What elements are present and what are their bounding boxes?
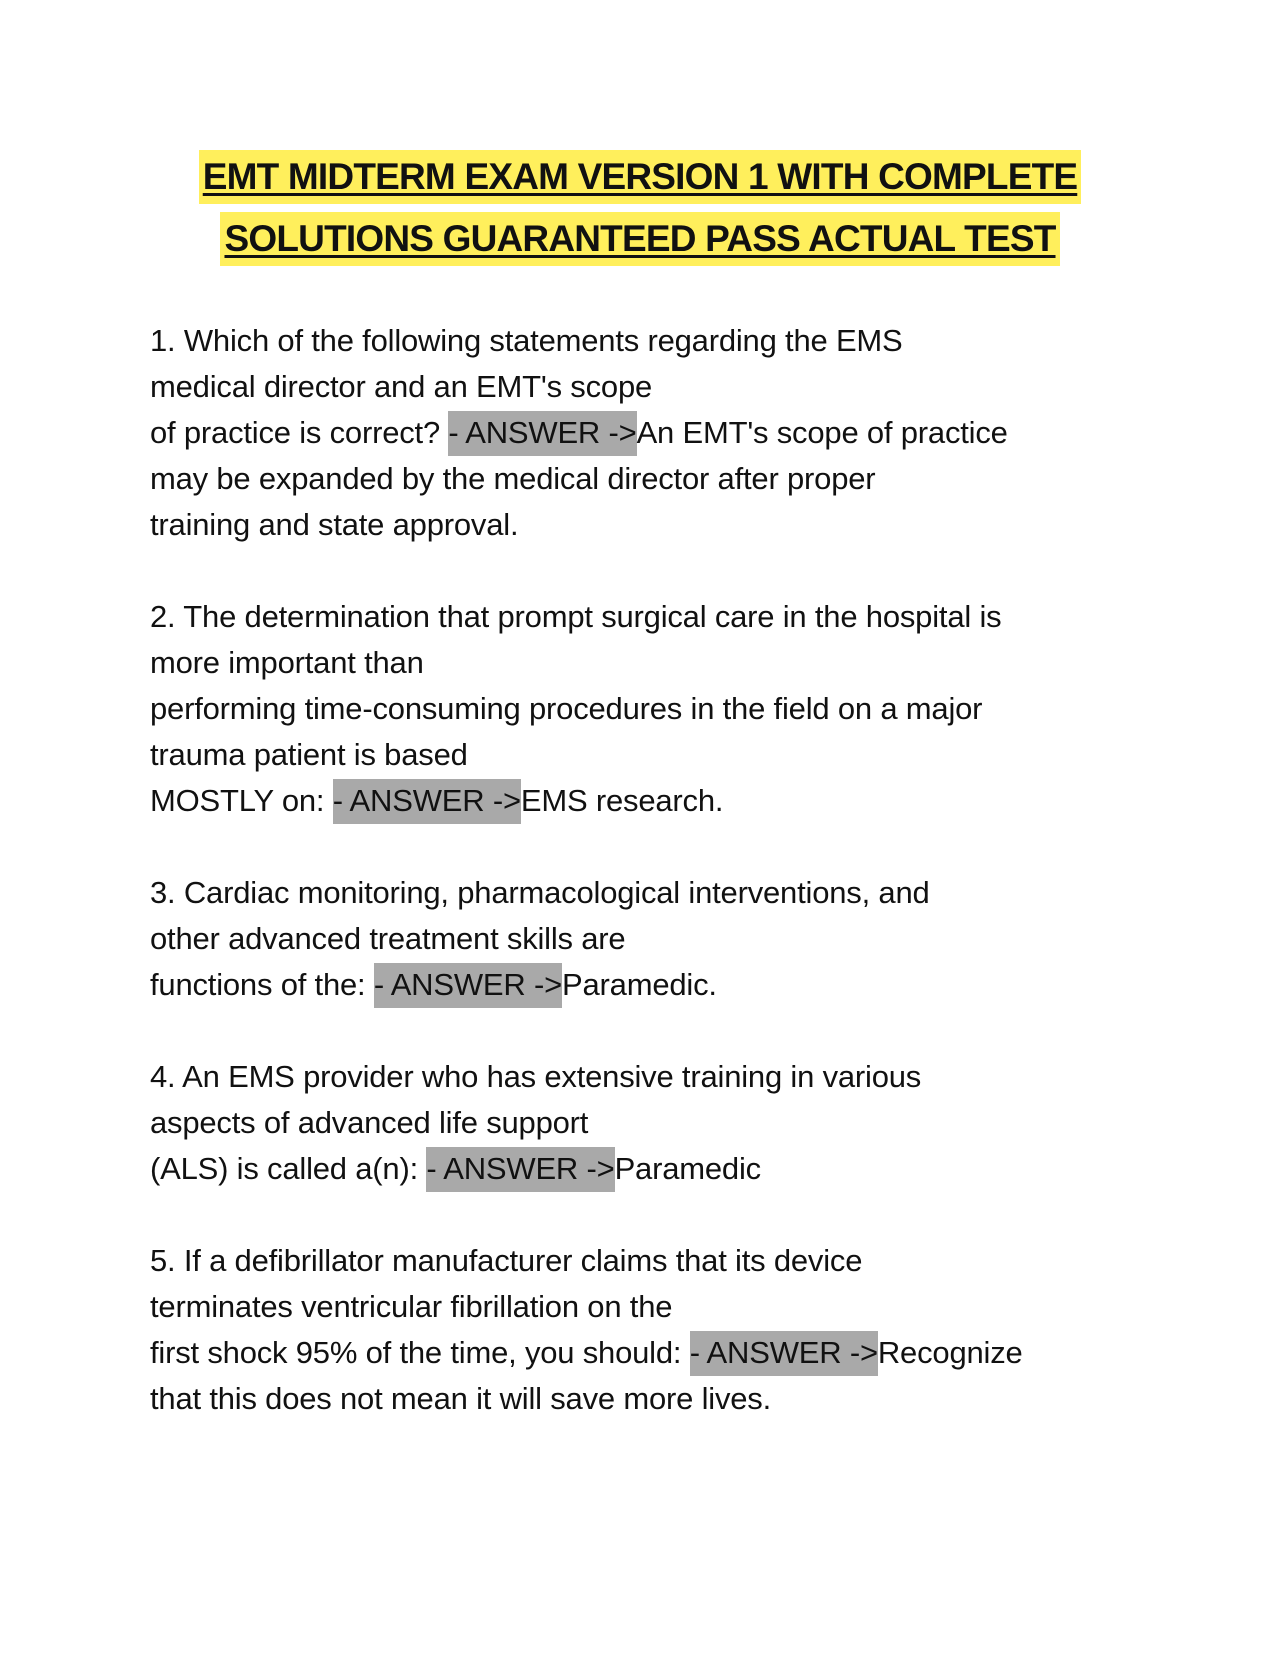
question-text-line: terminates ventricular fibrillation on the bbox=[150, 1289, 673, 1324]
answer-text: EMS research. bbox=[520, 783, 724, 818]
title-line-1: EMT MIDTERM EXAM VERSION 1 WITH COMPLETE bbox=[199, 150, 1082, 204]
question-item-5 bbox=[150, 1238, 1150, 1422]
question-prompt-tail: (ALS) is called a(n): bbox=[150, 1151, 427, 1186]
answer-marker: - ANSWER -> bbox=[374, 963, 562, 1008]
answer-marker: - ANSWER -> bbox=[426, 1147, 614, 1192]
question-answer-line bbox=[150, 778, 1150, 824]
question-text-line: 2. The determination that prompt surgical care in the hospital is bbox=[150, 599, 1002, 634]
answer-text: Recognize bbox=[877, 1335, 1023, 1370]
question-prompt-tail: of practice is correct? bbox=[150, 415, 449, 450]
question-list bbox=[150, 318, 1150, 1468]
question-item-1 bbox=[150, 318, 1150, 548]
answer-marker: - ANSWER -> bbox=[690, 1331, 878, 1376]
question-text-line: 5. If a defibrillator manufacturer claims that its device bbox=[150, 1243, 863, 1278]
question-text-line: aspects of advanced life support bbox=[150, 1105, 589, 1140]
title-line-2: SOLUTIONS GUARANTEED PASS ACTUAL TEST bbox=[220, 212, 1059, 266]
question-item-4 bbox=[150, 1054, 1150, 1192]
question-prompt-tail: first shock 95% of the time, you should: bbox=[150, 1335, 690, 1370]
question-item-3 bbox=[150, 870, 1150, 1008]
answer-text: An EMT's scope of practice bbox=[636, 415, 1008, 450]
question-item-2 bbox=[150, 594, 1150, 824]
question-text-line: 3. Cardiac monitoring, pharmacological interventions, and bbox=[150, 875, 930, 910]
answer-marker: - ANSWER -> bbox=[448, 411, 636, 456]
answer-text: Paramedic. bbox=[562, 967, 717, 1002]
question-text-line: 4. An EMS provider who has extensive training in various bbox=[150, 1059, 922, 1094]
answer-continuation-line: training and state approval. bbox=[150, 507, 519, 542]
answer-continuation-line: may be expanded by the medical director after proper bbox=[150, 461, 876, 496]
question-answer-line bbox=[150, 410, 1150, 456]
answer-text: Paramedic bbox=[614, 1151, 761, 1186]
question-text-line: trauma patient is based bbox=[150, 737, 468, 772]
question-answer-line bbox=[150, 962, 1150, 1008]
question-text-line: other advanced treatment skills are bbox=[150, 921, 626, 956]
question-text-line: more important than bbox=[150, 645, 424, 680]
question-prompt-tail: MOSTLY on: bbox=[150, 783, 333, 818]
answer-marker: - ANSWER -> bbox=[333, 779, 521, 824]
question-prompt-tail: functions of the: bbox=[150, 967, 374, 1002]
question-text-line: medical director and an EMT's scope bbox=[150, 369, 653, 404]
answer-continuation-line: that this does not mean it will save more lives. bbox=[150, 1381, 772, 1416]
question-text-line: 1. Which of the following statements regarding the EMS bbox=[150, 323, 903, 358]
question-answer-line bbox=[150, 1330, 1150, 1376]
question-text-line: performing time-consuming procedures in the field on a major bbox=[150, 691, 983, 726]
document-title bbox=[0, 150, 1280, 266]
question-answer-line bbox=[150, 1146, 1150, 1192]
